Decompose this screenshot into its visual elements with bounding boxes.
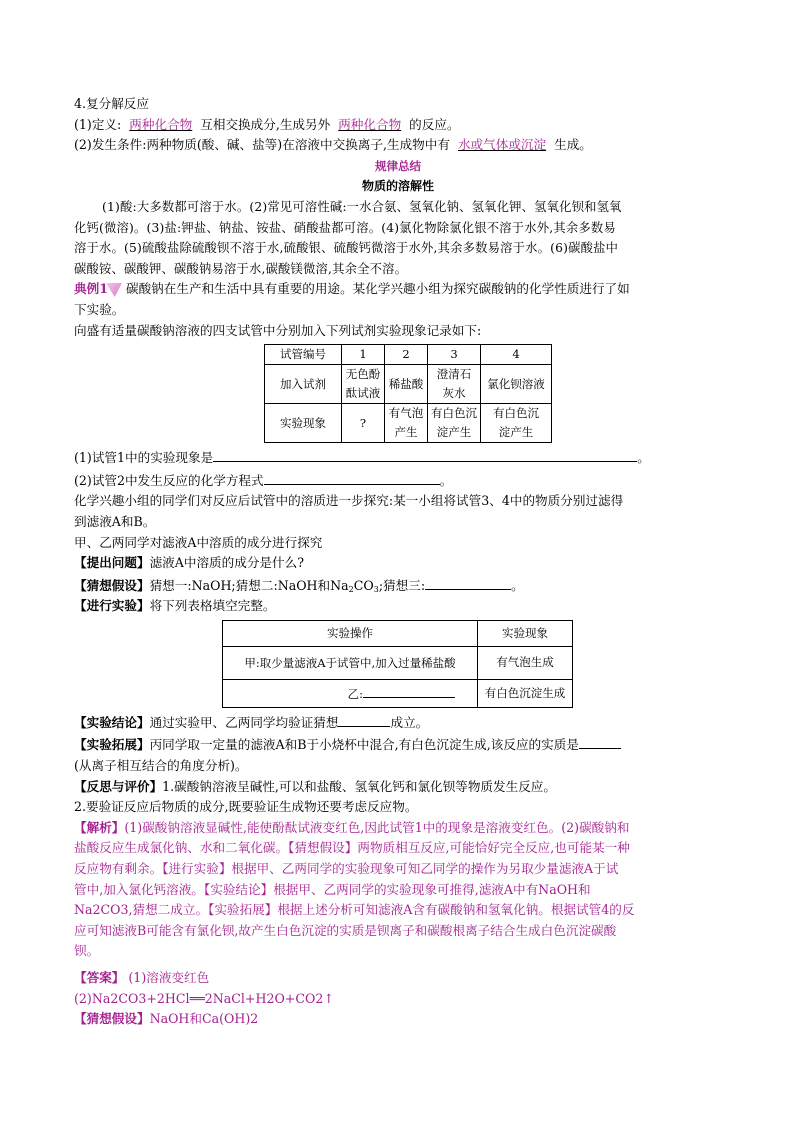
experiment-table [264, 344, 552, 443]
cell-text: 乙: [347, 686, 363, 701]
answer-line: (2)Na2CO3+2HCl══2NaCl+H2O+CO2↑ [74, 990, 334, 1006]
table-row [223, 620, 573, 646]
definition-line [74, 115, 722, 136]
table-row [223, 646, 573, 679]
intro-line: 甲、乙两同学对滤液A中溶质的成分进行探究 [74, 534, 323, 550]
cell-text: 有气泡 [388, 406, 424, 421]
example-line-1 [74, 279, 722, 300]
table-cell [428, 404, 481, 443]
ask-label: 【提出问题】 [74, 555, 150, 571]
answer-blank-5[interactable] [338, 711, 390, 727]
reflection-label: 【反思与评价】 [74, 778, 163, 794]
ask-line [74, 553, 722, 574]
reflection-text: 1.碳酸钠溶液呈碱性,可以和盐酸、氢氧化钙和氯化钡等物质发生反应。 [162, 778, 556, 794]
answer-blank-1[interactable] [213, 446, 637, 462]
table-cell: 实验操作 [223, 620, 478, 646]
rule-line: (1)酸:大多数都可溶于水。(2)常见可溶性碱:一水合氨、氢氧化钠、氢氧化钾、氢氧化钡和氢氧 [102, 199, 622, 214]
table-cell: 氯化钡溶液 [481, 365, 552, 404]
question-2-text: (2)试管2中发生反应的化学方程式 [74, 472, 264, 488]
operation-table [222, 620, 573, 708]
table-cell: 稀盐酸 [385, 365, 428, 404]
answer-line [74, 1009, 722, 1030]
definition-mid: 互相交换成分,生成另外 [200, 116, 331, 132]
intro-line: 化学兴趣小组的同学们对反应后试管中的溶质进一步探究:某一小组将试管3、4中的物质分别过滤得 [74, 493, 624, 509]
table-cell: 4 [481, 345, 552, 365]
condition-suffix: 生成。 [554, 137, 592, 153]
cell-text: 澄清石 [436, 367, 472, 382]
definition-prefix: (1)定义: [74, 116, 122, 132]
rule-label: 规律总结 [375, 158, 421, 173]
table-cell [342, 365, 385, 404]
analysis-line [74, 818, 722, 839]
analysis-line: 管中,加入氯化钙溶液。【实验结论】根据甲、乙两同学的实验现象可推得,滤液A中有NaOH和 [74, 881, 591, 897]
table-cell: ? [342, 404, 385, 443]
cell-text: 酞试液 [345, 386, 381, 401]
experiment-line [74, 596, 722, 617]
cell-text: 灰水 [442, 386, 466, 401]
answer-text: (1)溶液变红色 [128, 970, 210, 985]
extension-line-2: (从离子相互结合的角度分析)。 [74, 758, 248, 774]
table-row [265, 365, 552, 404]
analysis-line: 应可知滤液B可能含有氯化钡,故产生白色沉淀的实质是钡离子和碳酸根离子结合生成白色沉淀碳酸 [74, 922, 617, 938]
question-2 [74, 469, 722, 492]
guess-line: 【猜想假设】猜想一:NaOH;猜想二:NaOH和$Na_2CO_3$;猜想三: 。 [74, 574, 722, 597]
table-cell [428, 365, 481, 404]
cell-text: 淀产生 [436, 425, 472, 440]
example-label: 典例1 [74, 281, 108, 297]
analysis-line: 反应物有剩余。【进行实验】根据甲、乙两同学的实验现象可知乙同学的操作为另取少量滤液A于试 [74, 861, 619, 877]
table-cell: 有气泡生成 [478, 646, 573, 679]
guess-text: ;猜想三: [378, 577, 426, 593]
table-cell: 实验现象 [265, 404, 342, 443]
answer-blank-4[interactable] [363, 682, 455, 698]
question-1 [74, 446, 722, 469]
table-cell: 2 [385, 345, 428, 365]
document-page [74, 94, 722, 1030]
cell-text: 无色酚 [345, 367, 381, 382]
reflection-line-2: 2.要验证反应后物质的成分,既要验证生成物还要考虑反应物。 [74, 799, 418, 815]
section-title: 4.复分解反应 [74, 96, 149, 111]
rule-title: 物质的溶解性 [361, 179, 434, 194]
reflection-line [74, 777, 722, 798]
table-cell [223, 679, 478, 707]
question-1-text: (1)试管1中的实验现象是 [74, 450, 214, 466]
definition-answer-1: 两种化合物 [129, 116, 193, 132]
extension-line [74, 733, 722, 756]
conclusion-text: 通过实验甲、乙两同学均验证猜想 [149, 714, 339, 730]
ask-text: 滤液A中溶质的成分是什么? [149, 555, 304, 571]
answer-blank-6[interactable] [579, 733, 621, 749]
example-line-3: 向盛有适量碳酸钠溶液的四支试管中分别加入下列试剂实验现象记录如下: [74, 322, 482, 338]
analysis-line: 钡。 [74, 943, 100, 959]
question-1-end: 。 [637, 450, 650, 466]
intro-line: 到滤液A和B。 [74, 513, 156, 529]
guess-end: 。 [511, 577, 524, 593]
answer-block [74, 968, 722, 1030]
definition-answer-2: 两种化合物 [338, 116, 402, 132]
example-badge-icon [106, 283, 122, 297]
table-cell: 3 [428, 345, 481, 365]
guess-label: 【猜想假设】 [74, 577, 150, 593]
table-row [265, 345, 552, 365]
conclusion-label: 【实验结论】 [74, 714, 150, 730]
condition-answer: 水或气体或沉淀 [457, 137, 547, 153]
experiment-text: 将下列表格填空完整。 [149, 598, 276, 614]
experiment-label: 【进行实验】 [74, 598, 150, 614]
table-cell: 加入试剂 [265, 365, 342, 404]
definition-suffix: 的反应。 [409, 116, 460, 132]
table-row [223, 679, 573, 707]
analysis-line: 盐酸反应生成氯化钠、水和二氧化碳。【猜想假设】两物质相互反应,可能恰好完全反应,也可能某一种 [74, 840, 630, 856]
table-cell: 甲:取少量滤液A于试管中,加入过量稀盐酸 [223, 646, 478, 679]
analysis-text: (1)碳酸钠溶液显碱性,能使酚酞试液变红色,因此试管1中的现象是溶液变红色。(2)碳酸钠和 [124, 819, 630, 835]
condition-prefix: (2)发生条件:两种物质(酸、碱、盐等)在溶液中交换离子,生成物中有 [74, 137, 450, 153]
table-cell [481, 404, 552, 443]
cell-text: 有白色沉 [431, 406, 477, 421]
table-cell: 实验现象 [478, 620, 573, 646]
extension-label: 【实验拓展】 [74, 737, 150, 753]
cell-text: 淀产生 [498, 425, 534, 440]
conclusion-end: 成立。 [390, 714, 429, 730]
rule-line: 溶于水。(5)硫酸盐除硫酸钡不溶于水,硫酸银、硫酸钙微溶于水外,其余多数易溶于水。(6)碳酸盐中 [74, 241, 619, 256]
answer-label: 【猜想假设】 [74, 1011, 150, 1027]
guess-text: CO [353, 577, 374, 593]
rule-line: 化钙(微溶)。(3)盐:钾盐、钠盐、铵盐、硝酸盐都可溶。(4)氯化物除氯化银不溶于水外,其余多数易 [74, 220, 616, 235]
analysis-block [74, 818, 722, 962]
answer-blank-3[interactable] [425, 574, 511, 590]
rule-line: 碳酸铵、碳酸钾、碳酸钠易溶于水,碳酸镁微溶,其余全不溶。 [74, 261, 408, 276]
condition-line [74, 135, 722, 156]
cell-text: 产生 [394, 425, 418, 440]
example-text: 碳酸钠在生产和生活中具有重要的用途。某化学兴趣小组为探究碳酸钠的化学性质进行了如 [125, 281, 630, 297]
table-row [265, 404, 552, 443]
example-line-2: 下实验。 [74, 301, 125, 317]
table-cell [385, 404, 428, 443]
guess-text: 猜想一:NaOH;猜想二:NaOH和Na [149, 577, 349, 593]
table-cell: 1 [342, 345, 385, 365]
table-cell: 试管编号 [265, 345, 342, 365]
answer-blank-2[interactable] [264, 469, 440, 485]
conclusion-line [74, 711, 722, 734]
answer-text: NaOH和Ca(OH)2 [149, 1011, 259, 1027]
analysis-line: Na2CO3,猜想二成立。【实验拓展】根据上述分析可知滤液A含有碳酸钠和氢氧化钠。根据试管4的反 [74, 902, 635, 918]
cell-text: 有白色沉 [493, 406, 539, 421]
answer-label: 【答案】 [74, 970, 125, 985]
table-cell: 有白色沉淀生成 [478, 679, 573, 707]
question-2-end: 。 [439, 472, 453, 488]
rule-body [74, 197, 722, 279]
analysis-label: 【解析】 [74, 819, 125, 835]
answer-line [74, 968, 722, 989]
extension-text: 丙同学取一定量的滤液A和B于小烧杯中混合,有白色沉淀生成,该反应的实质是 [149, 737, 579, 753]
